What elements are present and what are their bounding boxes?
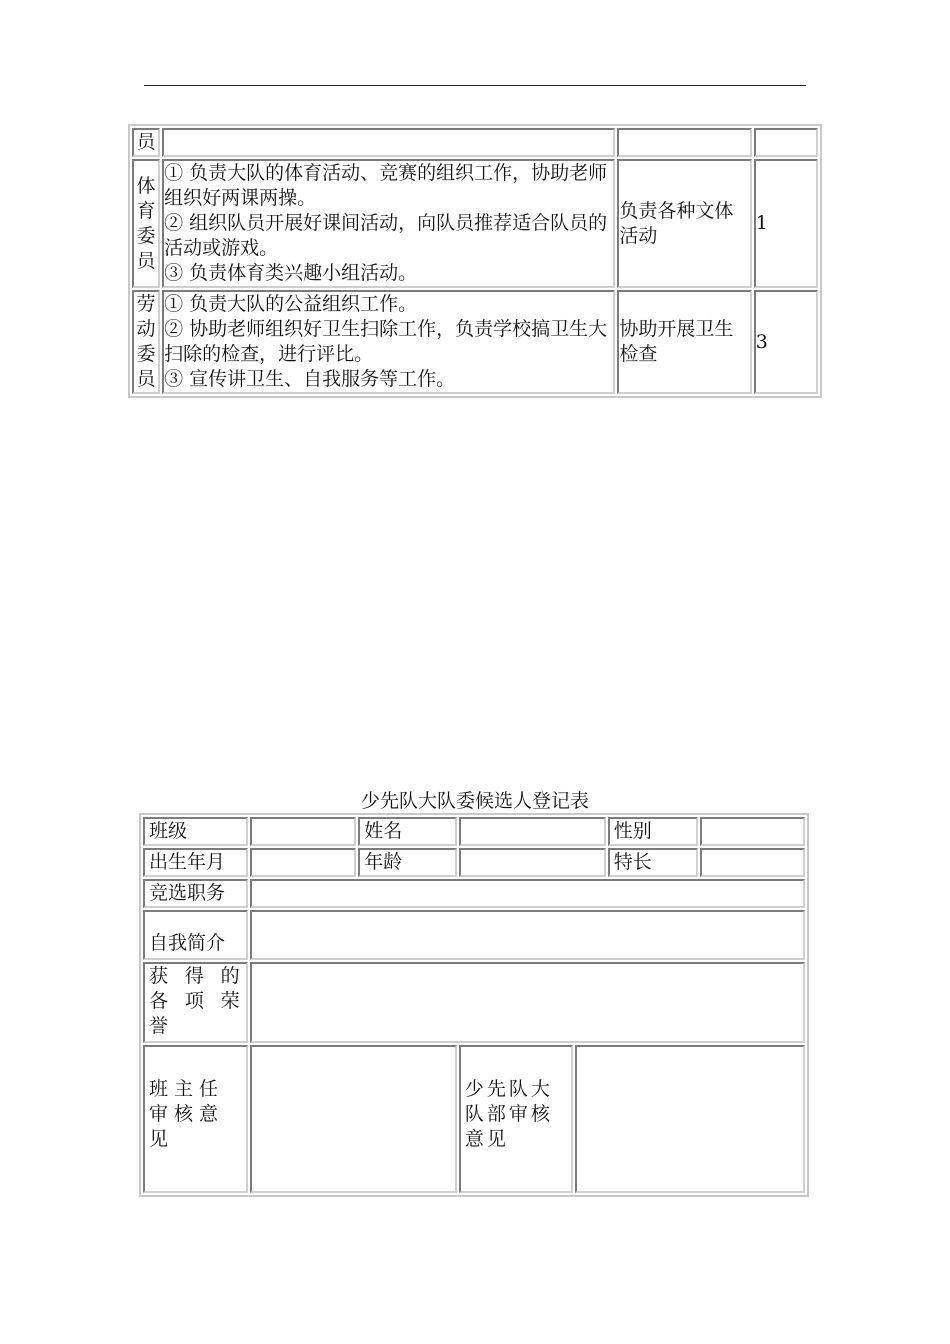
count-cell — [754, 128, 818, 157]
honors-label: 获得的各项荣誉 — [143, 962, 248, 1043]
specialty-label: 特长 — [608, 848, 699, 877]
count-cell: 3 — [754, 290, 818, 394]
birth-label: 出生年月 — [143, 848, 248, 877]
name-label: 姓名 — [358, 817, 457, 846]
role-cell: 劳动委员 — [132, 290, 160, 394]
table-row — [143, 848, 805, 877]
teacher-review-label: 班主任审核意见 — [143, 1045, 248, 1193]
table-row — [143, 962, 805, 1043]
gender-label: 性别 — [608, 817, 699, 846]
birth-field[interactable] — [250, 848, 357, 877]
table-row — [143, 910, 805, 960]
activity-cell — [617, 128, 751, 157]
brigade-review-field[interactable] — [575, 1045, 805, 1193]
count-cell: 1 — [754, 159, 818, 288]
name-field[interactable] — [459, 817, 606, 846]
duty-item: ① 负责大队的公益组织工作。 — [164, 293, 418, 315]
duty-item: ② 协助老师组织好卫生扫除工作，负责学校搞卫生大扫除的检查，进行评比。 — [164, 318, 608, 365]
table-row — [132, 159, 818, 288]
table-row — [143, 1045, 805, 1193]
table-row — [132, 290, 818, 394]
specialty-field[interactable] — [700, 848, 805, 877]
duties-cell — [162, 290, 615, 394]
form-title: 少先队大队委候选人登记表 — [360, 790, 589, 812]
header-rule — [144, 85, 806, 86]
age-label: 年龄 — [358, 848, 457, 877]
table-row — [143, 879, 805, 908]
role-cell: 员 — [132, 128, 160, 157]
teacher-review-field[interactable] — [250, 1045, 457, 1193]
gender-field[interactable] — [700, 817, 805, 846]
duty-item: ② 组织队员开展好课间活动，向队员推荐适合队员的活动或游戏。 — [164, 212, 608, 259]
age-field[interactable] — [459, 848, 606, 877]
duties-cell — [162, 159, 615, 288]
activity-cell: 协助开展卫生检查 — [617, 290, 751, 394]
duty-item: ① 负责大队的体育活动、竞赛的组织工作，协助老师组织好两课两操。 — [164, 162, 608, 209]
duty-table — [128, 124, 822, 398]
intro-label: 自我简介 — [143, 910, 248, 960]
table-row — [132, 128, 818, 157]
duty-item: ③ 宣传讲卫生、自我服务等工作。 — [164, 368, 456, 390]
class-field[interactable] — [250, 817, 357, 846]
duties-cell — [162, 128, 615, 157]
registration-form — [139, 813, 809, 1197]
table-row — [143, 817, 805, 846]
intro-field[interactable] — [250, 910, 805, 960]
brigade-review-label: 少先队大队部审核意见 — [459, 1045, 573, 1193]
activity-cell: 负责各种文体活动 — [617, 159, 751, 288]
role-cell: 体育委员 — [132, 159, 160, 288]
position-label: 竞选职务 — [143, 879, 248, 908]
duty-item: ③ 负责体育类兴趣小组活动。 — [164, 262, 418, 284]
position-field[interactable] — [250, 879, 805, 908]
honors-field[interactable] — [250, 962, 805, 1043]
class-label: 班级 — [143, 817, 248, 846]
